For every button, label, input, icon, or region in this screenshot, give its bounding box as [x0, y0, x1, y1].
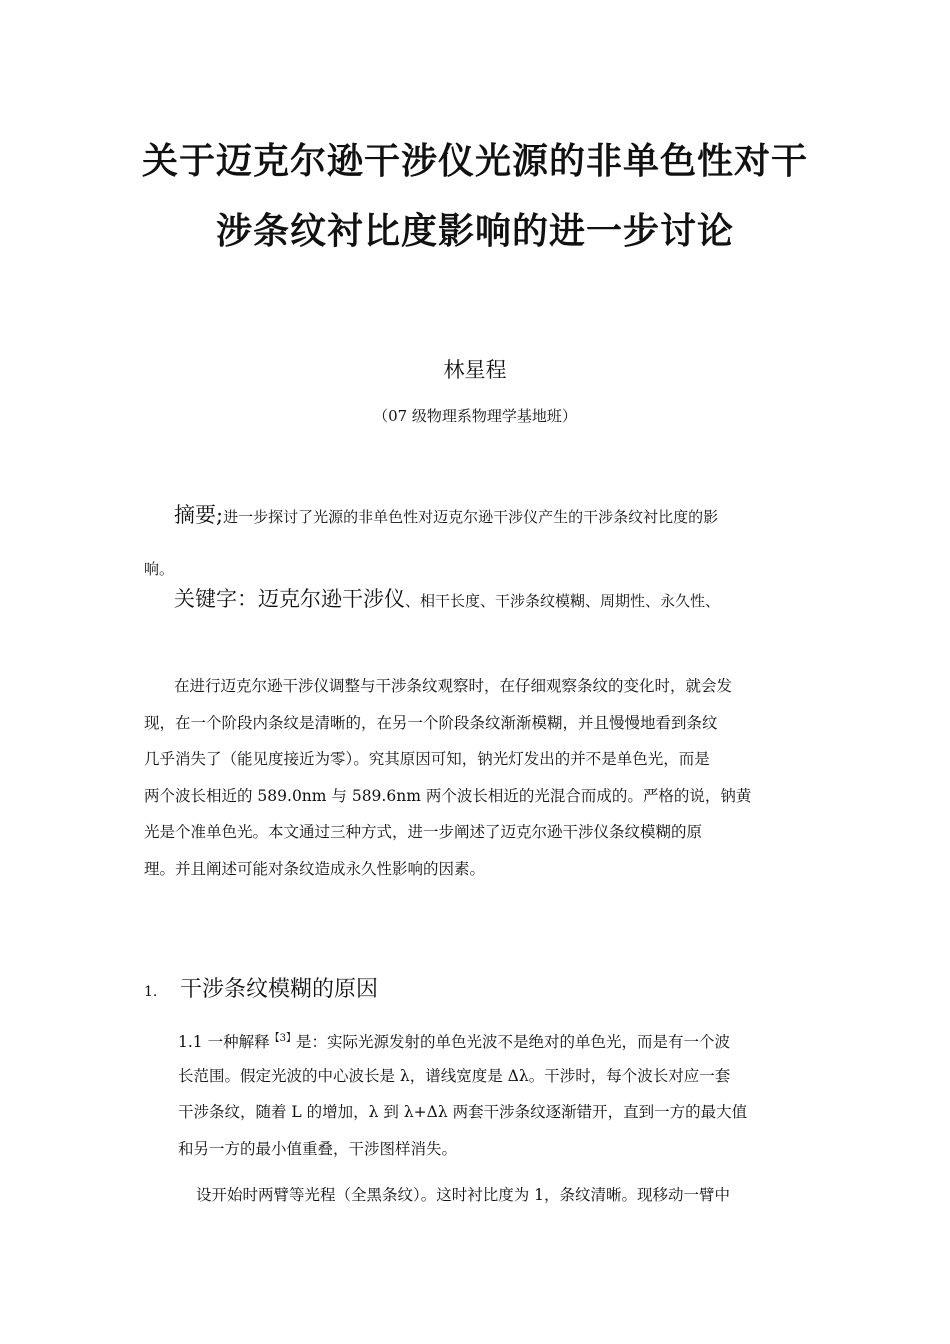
section-line: 和另一方的最小值重叠，干涉图样消失。 — [178, 1139, 458, 1158]
intro-line: 现，在一个阶段内条纹是清晰的，在另一个阶段条纹渐渐模糊，并且慢慢地看到条纹 — [144, 713, 718, 732]
keywords-label: 关键字：迈克尔逊干涉仪 — [174, 587, 405, 611]
section-line — [178, 1021, 818, 1058]
section-number: 1. — [144, 984, 158, 1000]
section-1-paragraph — [178, 1021, 818, 1167]
intro-line: 两个波长相近的 589.0nm 与 589.6nm 两个波长相近的光混合而成的。严格的说，钠黄 — [144, 786, 752, 805]
intro-line: 理。并且阐述可能对条纹造成永久性影响的因素。 — [144, 859, 486, 878]
abstract-text-1: 进一步探讨了光源的非单色性对迈克尔逊干涉仪产生的干涉条纹衬比度的影 — [223, 508, 719, 526]
author-name: 林星程 — [443, 358, 507, 382]
abstract — [144, 489, 814, 595]
keywords-text: 、相干长度、干涉条纹模糊、周期性、永久性、 — [405, 592, 721, 610]
section-1-heading — [144, 972, 378, 1003]
intro-line: 光是个准单色光。本文通过三种方式，进一步阐述了迈克尔逊干涉仪条纹模糊的原 — [144, 823, 703, 841]
section-1-next-paragraph: 设开始时两臂等光程（全黑条纹）。这时衬比度为 1，条纹清晰。现移动一臂中 — [196, 1186, 731, 1204]
section-title: 干涉条纹模糊的原因 — [180, 977, 379, 1002]
author-affiliation: （07 级物理系物理学基地班） — [373, 407, 577, 425]
intro-paragraph — [144, 668, 810, 887]
intro-line: 几乎消失了（能见度接近为零）。究其原因可知，钠光灯发出的并不是单色光，而是 — [144, 750, 710, 768]
para-start: 1.1 一种解释 — [178, 1033, 270, 1052]
keywords — [174, 583, 834, 613]
section-line: 长范围。假定光波的中心波长是 λ，谱线宽度是 Δλ。干涉时，每个波长对应一套 — [178, 1066, 731, 1085]
para-rest: 是：实际光源发射的单色光波不是绝对的单色光，而是有一个波 — [295, 1033, 730, 1052]
intro-line: 在进行迈克尔逊干涉仪调整与干涉条纹观察时，在仔细观察条纹的变化时，就会发 — [174, 677, 733, 695]
reference-marker: 【3】 — [269, 1033, 296, 1044]
title-line-1: 关于迈克尔逊干涉仪光源的非单色性对干 — [141, 141, 808, 182]
abstract-label: 摘要; — [174, 503, 224, 527]
abstract-text-2: 响。 — [144, 560, 175, 578]
title-line-2: 涉条纹衬比度影响的进一步讨论 — [215, 211, 734, 252]
section-line: 干涉条纹，随着 L 的增加，λ 到 λ+Δλ 两套干涉条纹逐渐错开，直到一方的最大值 — [178, 1103, 748, 1121]
